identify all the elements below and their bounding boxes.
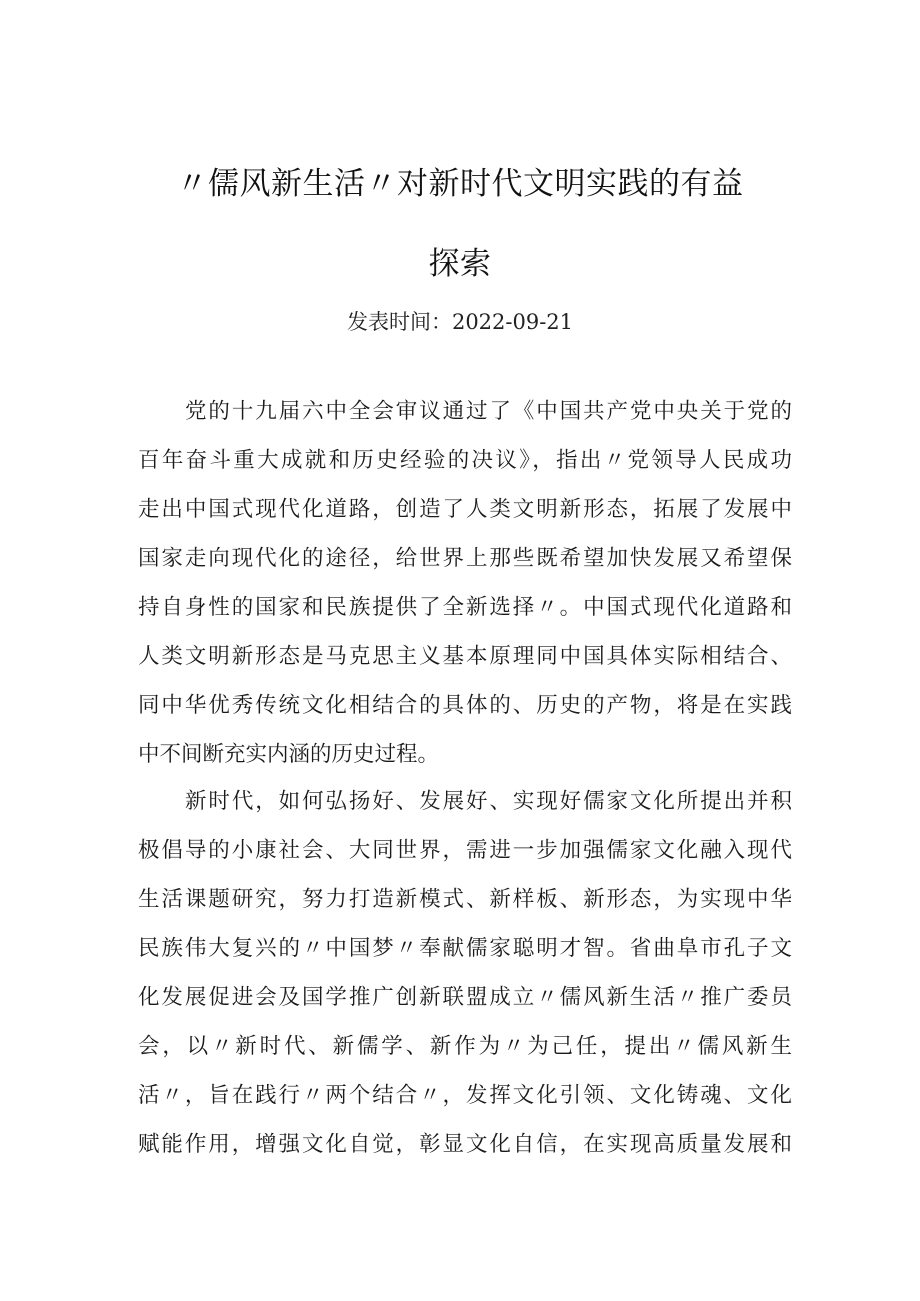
- paragraph-2-line: 化发展促进会及国学推广创新联盟成立〃儒风新生活〃推广委员: [138, 985, 792, 1010]
- paragraph-2-line: 新时代，如何弘扬好、发展好、实现好儒家文化所提出并积: [185, 789, 792, 814]
- paragraph-1-line: 党的十九届六中全会审议通过了《中国共产党中央关于党的: [185, 399, 792, 424]
- paragraph-1-line: 持自身性的国家和民族提供了全新选择〃。中国式现代化道路和: [138, 595, 792, 620]
- title-line-2: 探索: [428, 246, 492, 282]
- paragraph-1-line: 国家走向现代化的途径，给世界上那些既希望加快发展又希望保: [138, 546, 792, 571]
- paragraph-1-line: 人类文明新形态是马克思主义基本原理同中国具体实际相结合、: [138, 644, 792, 669]
- paragraph-1-line: 中不间断充实内涵的历史过程。: [138, 742, 440, 767]
- paragraph-2-line: 赋能作用，增强文化自觉，彰显文化自信，在实现高质量发展和: [138, 1132, 792, 1157]
- paragraph-1-line: 百年奋斗重大成就和历史经验的决议》，指出〃党领导人民成功: [138, 448, 792, 473]
- paragraph-2-line: 极倡导的小康社会、大同世界，需进一步加强儒家文化融入现代: [138, 838, 792, 863]
- publish-date: 发表时间：2022-09-21: [346, 310, 574, 334]
- paragraph-1-line: 同中华优秀传统文化相结合的具体的、历史的产物，将是在实践: [138, 693, 792, 718]
- paragraph-2-line: 会，以〃新时代、新儒学、新作为〃为己任，提出〃儒风新生: [138, 1034, 792, 1059]
- title-line-1: 〃儒风新生活〃对新时代文明实践的有益: [176, 166, 744, 202]
- paragraph-2-line: 民族伟大复兴的〃中国梦〃奉献儒家聪明才智。省曲阜市孔子文: [138, 936, 792, 961]
- paragraph-1-line: 走出中国式现代化道路，创造了人类文明新形态，拓展了发展中: [138, 497, 792, 522]
- paragraph-2-line: 活〃，旨在践行〃两个结合〃，发挥文化引领、文化铸魂、文化: [138, 1083, 792, 1108]
- paragraph-2-line: 生活课题研究，努力打造新模式、新样板、新形态，为实现中华: [138, 887, 792, 912]
